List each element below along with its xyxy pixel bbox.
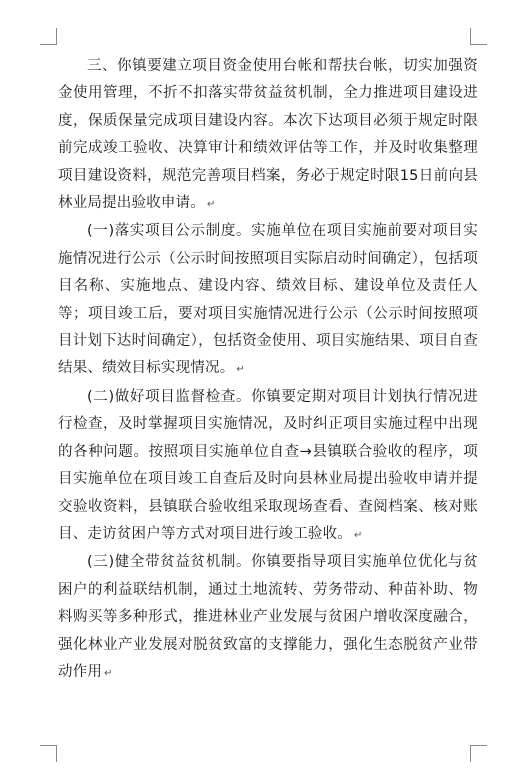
corner-mark-top-right (470, 28, 487, 45)
corner-mark-bottom-right (470, 745, 487, 762)
document-body[interactable] (58, 53, 478, 687)
paragraph-project-funds (58, 53, 478, 218)
paragraph-text: 三、你镇要建立项目资金使用台帐和帮扶台帐，切实加强资金使用管理，不折不扣落实带贫益贫机制，全力推进项目建设进度，保质保量完成项目建设内容。本次下达项目必须于规定时限前完成竣工验收、决算审计和绩效评估等工作，并及时收集整理项目建设资料，规范完善项目档案，务必于规定时限15日前向县林业局提出验收申请。 (58, 58, 478, 212)
paragraph-publicity (58, 218, 478, 383)
paragraph-mark-icon: ↵ (207, 199, 216, 211)
paragraph-mark-icon: ↵ (104, 667, 113, 679)
paragraph-text: (二)做好项目监督检查。你镇要定期对项目计划执行情况进行检查，及时掌握项目实施情况，及时纠正项目实施过程中出现的各种问题。按照项目实施单位自查→县镇联合验收的程序，项目实施单位在项目竣工自查后及时向县林业局提出验收申请并提交验收资料，县镇联合验收组采取现场查看、查阅档案、核对账目、走访贫困户等方式对项目进行竣工验收。 (58, 388, 478, 542)
paragraph-text: (三)健全带贫益贫机制。你镇要指导项目实施单位优化与贫困户的利益联结机制，通过土地流转、劳务带动、种苗补助、物料购买等多种形式，推进林业产业发展与贫困户增收深度融合，强化林业产业发展对脱贫致富的支撑能力，强化生态脱贫产业带动作用 (58, 554, 478, 680)
corner-mark-top-left (40, 28, 57, 45)
corner-mark-bottom-left (40, 745, 57, 762)
paragraph-benefit-mechanism (58, 549, 478, 687)
paragraph-mark-icon: ↵ (354, 529, 363, 541)
paragraph-text: (一)落实项目公示制度。实施单位在项目实施前要对项目实施情况进行公示（公示时间按照项目实际启动时间确定），包括项目名称、实施地点、建设内容、绩效目标、建设单位及责任人等；项目竣工后，要对项目实施情况进行公示（公示时间按照项目计划下达时间确定），包括资金使用、项目实施结果、项目自查结果、绩效目标实现情况。 (58, 223, 478, 377)
paragraph-mark-icon: ↵ (236, 364, 245, 376)
paragraph-supervision (58, 384, 478, 549)
